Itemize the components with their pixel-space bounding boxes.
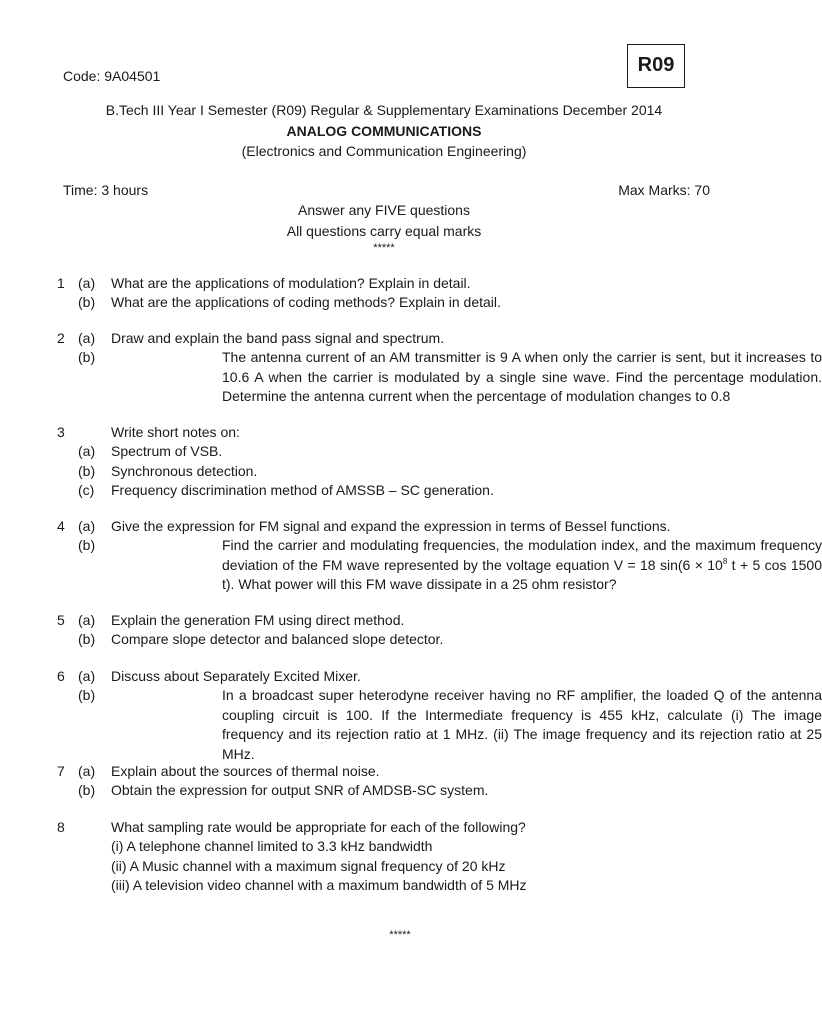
question-text: What are the applications of modulation? Explain in detail.	[111, 275, 471, 291]
instruction-answer-five: Answer any FIVE questions	[298, 202, 470, 218]
part-label: (a)	[78, 443, 96, 460]
time-allowed: Time: 3 hours	[63, 182, 149, 198]
question-number: 6	[57, 668, 65, 684]
part-label: (b)	[78, 294, 96, 311]
part-label: (b)	[78, 782, 96, 799]
question-text: In a broadcast super heterodyne receiver having no RF amplifier, the loaded Q of the antenna coupling circuit is 100. If the Intermediate frequency is 455 kHz, calculate (i) The image frequency and its rejection ratio at 1 MHz. (ii) The image frequency and its rejection ratio at 25 MHz.	[222, 687, 822, 762]
question-text: Compare slope detector and balanced slope detector.	[111, 631, 444, 648]
question-4	[0, 517, 822, 595]
header-separator: *****	[373, 242, 395, 254]
question-number: 7	[57, 763, 65, 779]
exam-code: Code: 9A04501	[63, 68, 161, 84]
instruction-equal-marks: All questions carry equal marks	[286, 223, 482, 239]
question-text: Spectrum of VSB.	[111, 443, 223, 460]
question-text: Synchronous detection.	[111, 462, 258, 479]
question-text	[222, 536, 822, 594]
question-text: Draw and explain the band pass signal and spectrum.	[111, 330, 445, 346]
question-stem: Write short notes on:	[111, 424, 240, 440]
sub-item: (iii) A television video channel with a maximum bandwidth of 5 MHz	[111, 877, 527, 894]
question-text-part-1: Find the carrier and modulating frequencies, the modulation index, and the maximum frequency deviation of the FM wave represented by the voltage equation V = 18 sin(6 × 10	[222, 537, 822, 573]
part-label: (c)	[78, 482, 95, 499]
sub-item: (i) A telephone channel limited to 3.3 kHz bandwidth	[111, 838, 433, 855]
question-text: Explain the generation FM using direct method.	[111, 612, 405, 628]
branch-name: (Electronics and Communication Engineering)	[241, 143, 527, 159]
question-number: 1	[57, 275, 65, 291]
question-text: Frequency discrimination method of AMSSB – SC generation.	[111, 482, 494, 499]
question-text: What are the applications of coding methods? Explain in detail.	[111, 294, 501, 311]
part-label: (b)	[78, 631, 96, 648]
part-label: (b)	[78, 687, 96, 704]
question-2	[0, 329, 822, 407]
question-8	[0, 818, 768, 896]
question-number: 8	[57, 819, 65, 835]
question-text: Give the expression for FM signal and expand the expression in terms of Bessel functions.	[111, 518, 671, 534]
part-label: (a)	[78, 275, 96, 291]
subject-title: ANALOG COMMUNICATIONS	[286, 123, 482, 139]
part-label: (b)	[78, 462, 96, 479]
question-text-part-2: t + 5 cos 1500 t). What power will this FM wave dissipate in a 25 ohm resistor?	[222, 556, 822, 593]
question-stem: What sampling rate would be appropriate for each of the following?	[111, 819, 526, 835]
question-text: Obtain the expression for output SNR of AMDSB-SC system.	[111, 782, 489, 799]
sub-item: (ii) A Music channel with a maximum signal frequency of 20 kHz	[111, 857, 506, 874]
question-text: Explain about the sources of thermal noise.	[111, 763, 380, 779]
question-3	[0, 423, 768, 501]
part-label: (a)	[78, 518, 96, 534]
question-7	[0, 762, 768, 801]
part-label: (a)	[78, 668, 96, 684]
max-marks: Max Marks: 70	[618, 182, 710, 198]
question-6	[0, 667, 822, 764]
question-number: 3	[57, 424, 65, 440]
part-label: (a)	[78, 612, 96, 628]
question-number: 2	[57, 330, 65, 346]
question-text: The antenna current of an AM transmitter is 9 A when only the carrier is sent, but it increases to 10.6 A when the carrier is modulated by a single sine wave. Find the percentage modulation. Determine the antenna current when the percentage of modulation changes to 0.8	[222, 349, 822, 405]
regulation-badge: R09	[627, 44, 685, 88]
question-5	[0, 611, 768, 650]
part-label: (a)	[78, 763, 96, 779]
part-label: (a)	[78, 330, 96, 346]
question-1	[0, 274, 768, 313]
part-label: (b)	[78, 537, 96, 554]
footer-separator: *****	[389, 929, 411, 941]
exam-title: B.Tech III Year I Semester (R09) Regular & Supplementary Examinations December 2014	[105, 102, 663, 118]
question-number: 5	[57, 612, 65, 628]
question-text: Discuss about Separately Excited Mixer.	[111, 668, 361, 684]
part-label: (b)	[78, 349, 96, 366]
question-number: 4	[57, 518, 65, 534]
exponent: 8	[722, 556, 728, 566]
